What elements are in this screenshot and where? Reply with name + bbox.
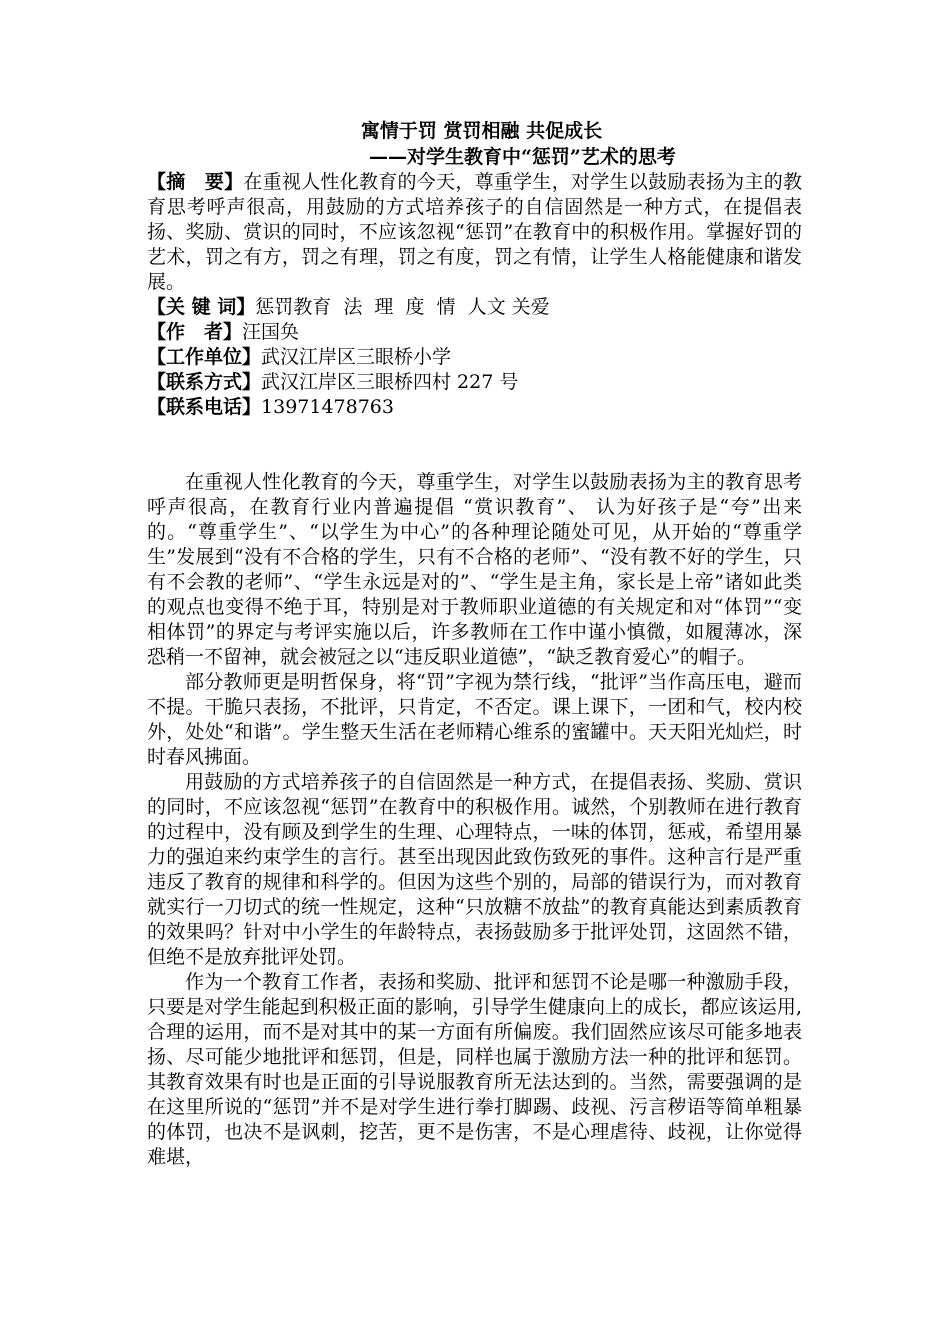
author-line <box>147 320 802 345</box>
address-text: 武汉江岸区三眼桥四村 227 号 <box>261 371 519 393</box>
abstract <box>147 170 802 295</box>
keywords-text: 惩罚教育 法 理 度 情 人文 关爱 <box>255 296 550 318</box>
body-paragraph-3: 用鼓励的方式培养孩子的自信固然是一种方式，在提倡表扬、奖励、赏识的同时，不应该忽视“惩罚”在教育中的积极作用。诚然，个别教师在进行教育的过程中，没有顾及到学生的生理、心理特点，一味的体罚，惩戒，希望用暴力的强迫来约束学生的言行。甚至出现因此致伤致死的事件。这种言行是严重违反了教育的规律和科学的。但因为这些个别的，局部的错误行为，而对教育就实行一刀切式的统一性规定，这种“只放糖不放盐”的教育真能达到素质教育的效果吗？针对中小学生的年龄特点，表扬鼓励多于批评处罚，这固然不错，但绝不是放弃批评处罚。 <box>147 771 802 968</box>
document-title: 寓情于罚 赏罚相融 共促成长 <box>360 120 603 142</box>
workplace-text: 武汉江岸区三眼桥小学 <box>261 346 452 368</box>
address-line <box>147 370 802 395</box>
address-label: 【联系方式】 <box>147 371 262 393</box>
keywords-line <box>147 295 802 320</box>
section-gap <box>147 445 802 470</box>
keywords-label: 【关 键 词】 <box>147 296 256 318</box>
workplace-label: 【工作单位】 <box>147 346 262 368</box>
body-paragraph-1: 在重视人性化教育的今天，尊重学生，对学生以鼓励表扬为主的教育思考呼声很高，在教育行业内普遍提倡 “赏识教育”、 认为好孩子是“夸”出来的。“尊重学生”、“以学生为中心”的各种理论随处可见，从开始的“尊重学生”发展到“没有不合格的学生，只有不合格的老师”、“没有教不好的学生，只有不会教的老师”、“学生永远是对的”、“学生是主角，家长是上帝”诸如此类的观点也变得不绝于耳，特别是对于教师职业道德的有关规定和对“体罚”“变相体罚”的界定与考评实施以后，许多教师在工作中谨小慎微，如履薄冰，深恐稍一不留神，就会被冠之以“违反职业道德”，“缺乏教育爱心”的帽子。 <box>147 471 802 668</box>
phone-label: 【联系电话】 <box>147 396 262 418</box>
body-paragraph-2: 部分教师更是明哲保身，将“罚”字视为禁行线，“批评”当作高压电，避而不提。干脆只表扬，不批评，只肯定，不否定。课上课下，一团和气，校内校外，处处“和谐”。学生整天生活在老师精心维系的蜜罐中。天天阳光灿烂，时时春风拂面。 <box>147 671 802 768</box>
author-text: 汪国奂 <box>242 321 300 343</box>
phone-text: 13971478763 <box>261 396 394 418</box>
body-paragraph-4: 作为一个教育工作者，表扬和奖励、批评和惩罚不论是哪一种激励手段，只要是对学生能起到积极正面的影响，引导学生健康向上的成长，都应该运用,合理的运用，而不是对其中的某一方面有所偏废。我们固然应该尽可能多地表扬、尽可能少地批评和惩罚，但是，同样也属于激励方法一种的批评和惩罚。其教育效果有时也是正面的引导说服教育所无法达到的。当然，需要强调的是在这里所说的“惩罚”并不是对学生进行拳打脚踢、歧视、污言秽语等简单粗暴的体罚，也决不是讽刺，挖苦，更不是伤害，不是心理虐待、歧视，让你觉得难堪， <box>147 971 802 1168</box>
workplace-line <box>147 345 802 370</box>
author-label: 【作 者】 <box>147 321 243 343</box>
document-subtitle: ——对学生教育中“惩罚”艺术的思考 <box>369 146 676 168</box>
abstract-text: 在重视人性化教育的今天，尊重学生，对学生以鼓励表扬为主的教育思考呼声很高，用鼓励的方式培养孩子的自信固然是一种方式，在提倡表扬、奖励、赏识的同时，不应该忽视“惩罚”在教育中的积极作用。掌握好罚的艺术，罚之有方，罚之有理，罚之有度，罚之有情，让学生人格能健康和谐发展。 <box>147 171 802 293</box>
phone-line <box>147 395 802 420</box>
abstract-label: 【摘 要】 <box>147 171 244 193</box>
section-gap <box>147 420 802 445</box>
document-page <box>147 118 802 1170</box>
